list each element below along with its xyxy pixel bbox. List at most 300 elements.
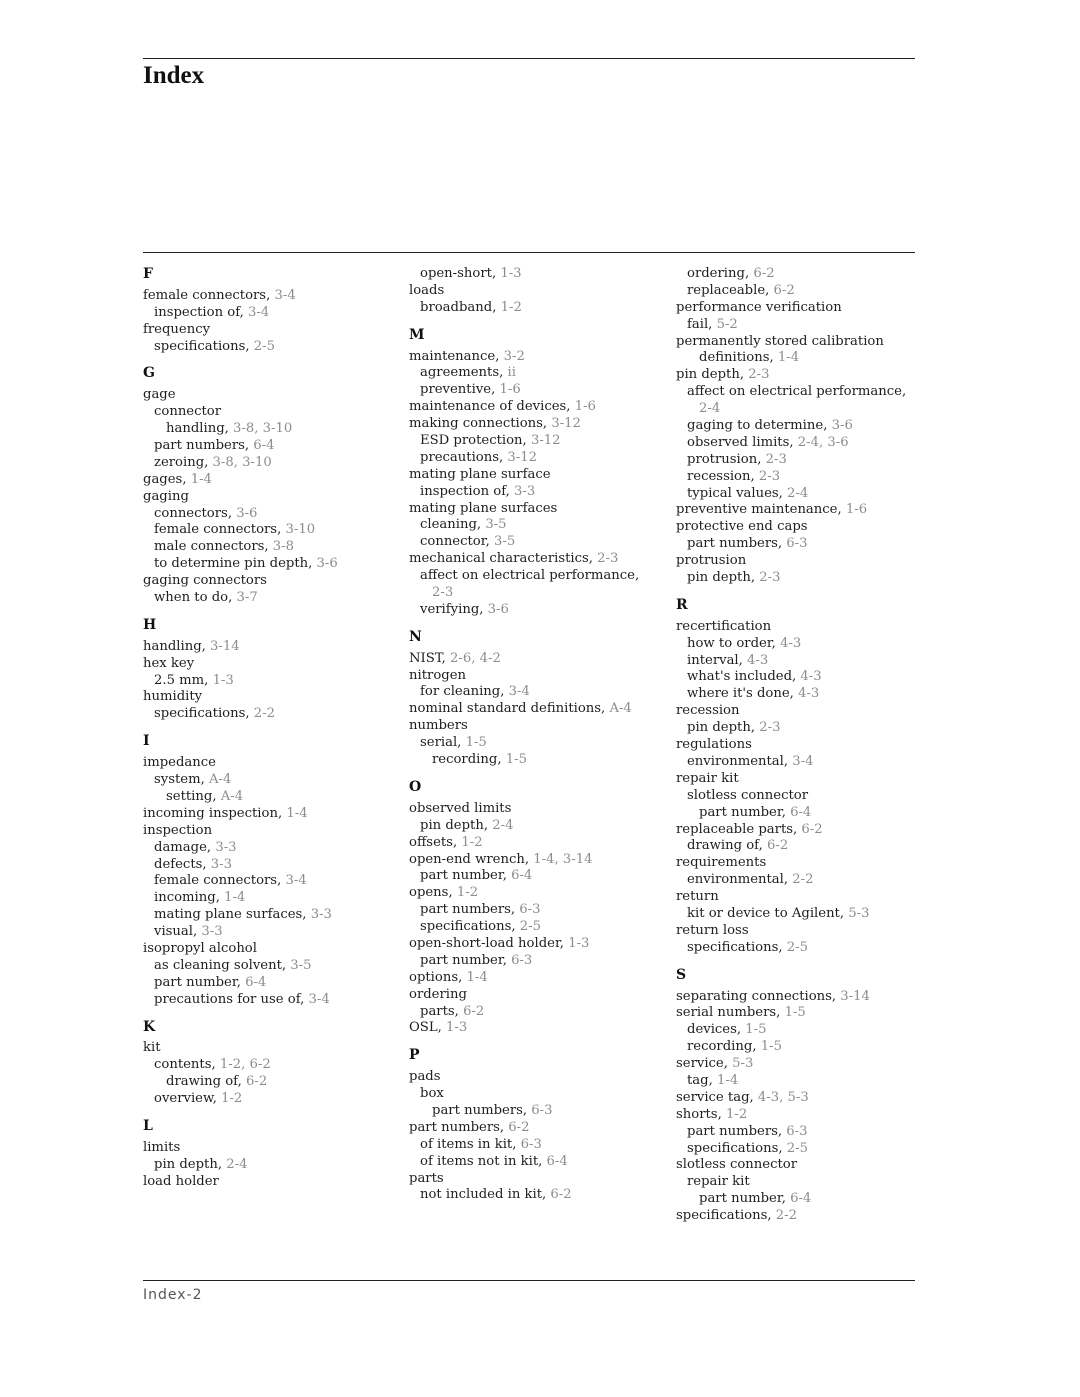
index-term: of items in kit,	[420, 1136, 521, 1152]
page-reference: 3-6	[316, 556, 338, 572]
index-term: agreements,	[420, 365, 508, 381]
page-reference: 2-2	[792, 872, 814, 888]
index-entry	[143, 789, 393, 806]
index-term: options,	[409, 969, 467, 985]
index-term: precautions,	[420, 449, 508, 465]
index-entry	[676, 636, 926, 653]
index-term: mating plane surface	[409, 466, 551, 482]
index-letter-heading: P	[409, 1047, 420, 1064]
index-term: environmental,	[687, 872, 793, 888]
index-term: parts	[409, 1170, 444, 1186]
section-rule	[143, 252, 915, 253]
index-column-3	[676, 266, 926, 1225]
page-reference: 6-2	[766, 838, 789, 854]
page-reference: 2-4	[492, 817, 514, 833]
index-term: nominal standard definitions,	[409, 701, 610, 717]
page-reference: 6-3	[786, 536, 808, 552]
index-term: open-short,	[420, 266, 501, 281]
index-term: protective end caps	[676, 519, 808, 535]
index-term: loads	[409, 282, 445, 298]
index-column-1	[143, 266, 393, 1191]
index-entry	[676, 906, 926, 923]
index-term: part number,	[420, 868, 512, 884]
index-term: ESD protection,	[420, 433, 531, 449]
page-reference: 1-5	[745, 1022, 767, 1038]
index-entry	[409, 433, 659, 450]
index-term: environmental,	[687, 753, 793, 769]
index-entry	[409, 801, 659, 818]
index-term: replaceable parts,	[676, 821, 802, 837]
bottom-rule	[143, 1280, 915, 1281]
index-term: serial,	[420, 735, 466, 751]
index-term: protrusion	[676, 553, 747, 569]
index-letter-heading: G	[143, 365, 155, 382]
index-entry	[409, 382, 659, 399]
index-entry	[143, 404, 393, 421]
index-term: humidity	[143, 689, 203, 705]
index-term: ordering	[409, 986, 467, 1002]
index-letter-heading: S	[676, 966, 687, 983]
index-entry	[143, 907, 393, 924]
page-reference: 1-4, 3-14	[533, 851, 593, 867]
index-term: repair kit	[676, 770, 739, 786]
index-entry	[676, 1073, 926, 1090]
index-term: typical values,	[687, 485, 788, 501]
index-entry	[409, 551, 659, 568]
page-reference: 1-3	[212, 672, 234, 688]
index-term: part number,	[154, 974, 246, 990]
page-reference: 2-3	[748, 367, 770, 383]
index-term: kit	[143, 1040, 161, 1056]
index-term: connector,	[420, 534, 494, 550]
page-reference: 1-5	[760, 1039, 782, 1055]
index-entry	[409, 752, 659, 769]
page-reference: 2-4	[787, 485, 809, 501]
page-reference: 1-5	[465, 735, 487, 751]
page-reference: 6-4	[511, 868, 533, 884]
page-reference: 6-3	[531, 1102, 553, 1118]
index-entry	[409, 602, 659, 619]
index-term: return	[676, 889, 719, 905]
page-reference: 3-2	[503, 348, 525, 364]
index-entry	[409, 450, 659, 467]
index-term: slotless connector	[687, 787, 809, 803]
index-entry	[676, 283, 926, 300]
index-entry	[676, 653, 926, 670]
page-reference: 3-4	[508, 684, 530, 700]
index-term: maintenance of devices,	[409, 399, 575, 415]
index-term: inspection of,	[154, 304, 248, 320]
index-term: parts,	[420, 1003, 464, 1019]
page-reference: 6-2	[801, 821, 823, 837]
index-entry	[676, 989, 926, 1006]
page-reference: 3-4	[248, 304, 270, 320]
index-term: mechanical characteristics,	[409, 551, 598, 567]
index-term: part numbers,	[154, 438, 254, 454]
index-entry	[143, 288, 393, 305]
page-reference: 6-4	[546, 1153, 568, 1169]
index-term: recording,	[687, 1039, 761, 1055]
page-reference: 3-4	[792, 753, 814, 769]
index-entry	[143, 975, 393, 992]
index-entry	[143, 958, 393, 975]
index-term: NIST,	[409, 650, 451, 666]
page-reference: 3-12	[551, 416, 581, 432]
index-entry	[409, 668, 659, 685]
index-entry	[409, 399, 659, 416]
index-term: definitions,	[699, 350, 778, 366]
index-term: open-short-load holder,	[409, 935, 569, 951]
index-term: gaging	[143, 488, 189, 504]
index-entry	[143, 421, 393, 438]
index-entry	[409, 365, 659, 382]
page-reference: 1-2	[500, 299, 522, 315]
page-reference: 2-3	[759, 720, 781, 736]
page-reference: A-4	[609, 701, 632, 717]
index-term: part numbers,	[687, 1123, 787, 1139]
page-reference: 1-4	[286, 805, 308, 821]
index-entry	[143, 941, 393, 958]
index-term: handling,	[143, 638, 211, 654]
index-entry	[409, 852, 659, 869]
page-reference: 3-3	[215, 839, 237, 855]
index-term: gages,	[143, 471, 191, 487]
index-term: female connectors,	[154, 522, 286, 538]
index-entry	[143, 339, 393, 356]
index-entry	[676, 872, 926, 889]
index-term: specifications,	[154, 338, 254, 354]
index-entry	[676, 737, 926, 754]
index-entry	[143, 890, 393, 907]
index-entry	[143, 673, 393, 690]
index-entry	[143, 1174, 393, 1191]
page-reference: A-4	[208, 772, 232, 788]
index-term: box	[420, 1086, 444, 1102]
index-letter-heading: M	[409, 326, 425, 343]
index-term: nitrogen	[409, 667, 466, 683]
index-term: drawing of,	[687, 838, 767, 854]
index-entry	[409, 735, 659, 752]
index-entry	[143, 1091, 393, 1108]
page-reference: 5-3	[732, 1056, 754, 1072]
index-term: specifications,	[687, 939, 787, 955]
index-entry	[409, 1004, 659, 1021]
index-entry	[676, 686, 926, 703]
page-reference: 3-6	[236, 505, 258, 521]
index-term: opens,	[409, 885, 457, 901]
index-entry	[676, 619, 926, 636]
index-entry	[676, 401, 926, 418]
page-reference: 2-4	[699, 401, 721, 417]
index-term: pin depth,	[676, 367, 749, 383]
index-entry	[409, 300, 659, 317]
index-entry	[676, 367, 926, 384]
index-entry	[676, 334, 926, 351]
index-entry	[409, 651, 659, 668]
index-term: replaceable,	[687, 282, 774, 298]
index-term: recertification	[676, 618, 772, 634]
index-term: pads	[409, 1069, 441, 1085]
page-reference: 6-2	[550, 1187, 572, 1203]
page-reference: 3-3	[201, 924, 223, 940]
page-reference: 3-5	[485, 517, 507, 533]
index-term: limits	[143, 1139, 181, 1155]
index-entry	[676, 1022, 926, 1039]
page-reference: 6-3	[519, 902, 541, 918]
index-term: fail,	[687, 316, 717, 332]
index-term: not included in kit,	[420, 1187, 551, 1203]
page-reference: 1-4	[777, 350, 800, 366]
index-term: setting,	[166, 788, 221, 804]
index-term: defects,	[154, 856, 211, 872]
page-reference: 3-3	[210, 856, 233, 872]
index-entry	[143, 322, 393, 339]
index-term: numbers	[409, 718, 468, 734]
index-entry	[143, 489, 393, 506]
index-term: part numbers,	[420, 902, 520, 918]
page-reference: 3-7	[236, 590, 258, 606]
index-entry	[676, 469, 926, 486]
page-reference: 3-6	[831, 418, 853, 434]
index-entry	[409, 835, 659, 852]
index-entry	[409, 585, 659, 602]
index-entry	[676, 553, 926, 570]
index-entry	[676, 418, 926, 435]
index-letter-heading: H	[143, 616, 157, 633]
index-entry	[676, 536, 926, 553]
index-term: gaging to determine,	[687, 418, 832, 434]
index-entry	[676, 771, 926, 788]
index-entry	[676, 1157, 926, 1174]
index-term: of items not in kit,	[420, 1153, 547, 1169]
index-entry	[676, 1107, 926, 1124]
index-letter-heading: L	[143, 1117, 153, 1134]
index-entry	[143, 455, 393, 472]
page-reference: 1-6	[574, 399, 596, 415]
index-term: offsets,	[409, 834, 462, 850]
index-entry	[409, 1171, 659, 1188]
index-term: female connectors,	[154, 873, 286, 889]
index-term: affect on electrical performance,	[420, 568, 640, 584]
index-entry	[676, 720, 926, 737]
group-spacer	[676, 587, 926, 597]
page-reference: 2-5	[786, 939, 809, 955]
page-reference: 1-5	[505, 752, 527, 768]
index-term: female connectors,	[143, 287, 275, 303]
index-term: gage	[143, 387, 176, 403]
index-entry	[676, 923, 926, 940]
index-term: shorts,	[676, 1106, 726, 1122]
index-term: pin depth,	[687, 570, 760, 586]
page-reference: 2-3	[597, 551, 619, 567]
page-reference: 2-5	[253, 338, 276, 354]
index-entry	[409, 987, 659, 1004]
top-rule	[143, 58, 915, 59]
index-letter-heading: N	[409, 628, 422, 645]
page-reference: 6-4	[790, 1191, 812, 1207]
index-entry	[676, 266, 926, 283]
index-term: hex key	[143, 655, 195, 671]
index-entry	[409, 568, 659, 585]
index-entry	[676, 384, 926, 401]
page-reference: 1-4	[717, 1072, 739, 1088]
index-term: part numbers,	[409, 1119, 509, 1135]
group-spacer	[143, 1009, 393, 1019]
index-entry	[409, 1086, 659, 1103]
index-entry	[676, 570, 926, 587]
page-reference: 2-2	[775, 1208, 798, 1224]
page-reference: 1-2	[456, 885, 479, 901]
index-entry	[409, 684, 659, 701]
index-entry	[676, 502, 926, 519]
index-entry	[143, 539, 393, 556]
group-spacer	[143, 723, 393, 733]
page-reference: 1-4	[466, 969, 488, 985]
index-term: preventive,	[420, 382, 500, 398]
index-term: mating plane surfaces	[409, 500, 558, 516]
index-term: recession,	[687, 468, 759, 484]
page-reference: 2-4	[226, 1156, 248, 1172]
index-entry	[676, 838, 926, 855]
index-term: pin depth,	[687, 720, 760, 736]
index-entry	[143, 1074, 393, 1091]
page-reference: 1-3	[500, 266, 522, 281]
index-term: repair kit	[687, 1174, 750, 1190]
page-reference: 1-2	[725, 1106, 748, 1122]
index-term: kit or device to Agilent,	[687, 905, 849, 921]
index-entry	[409, 1020, 659, 1037]
page-reference: 6-2	[773, 282, 795, 298]
index-entry	[143, 924, 393, 941]
index-term: broadband,	[420, 299, 501, 315]
index-entry	[409, 868, 659, 885]
page-reference: 1-2, 6-2	[219, 1057, 271, 1073]
page-reference: 1-6	[499, 382, 521, 398]
index-entry	[143, 823, 393, 840]
index-entry	[409, 885, 659, 902]
page-reference: 1-6	[845, 502, 868, 518]
index-term: observed limits,	[687, 434, 798, 450]
index-entry	[143, 639, 393, 656]
index-term: specifications,	[687, 1140, 787, 1156]
index-term: contents,	[154, 1057, 220, 1073]
page-reference: 1-2	[221, 1091, 243, 1107]
index-entry	[676, 1174, 926, 1191]
index-term: serial numbers,	[676, 1005, 785, 1021]
index-term: as cleaning solvent,	[154, 957, 291, 973]
page-reference: 4-3	[798, 686, 820, 702]
index-term: mating plane surfaces,	[154, 907, 311, 923]
page-reference: 1-2	[461, 834, 483, 850]
index-entry	[409, 953, 659, 970]
index-term: inspection of,	[420, 483, 514, 499]
index-term: recording,	[432, 752, 506, 768]
index-term: specifications,	[676, 1208, 776, 1224]
group-spacer	[409, 1037, 659, 1047]
index-entry	[409, 701, 659, 718]
index-term: part number,	[420, 952, 512, 968]
index-entry	[409, 467, 659, 484]
index-entry	[676, 703, 926, 720]
index-term: how to order,	[687, 635, 781, 651]
index-term: impedance	[143, 755, 216, 771]
index-term: OSL,	[409, 1020, 446, 1036]
index-entry	[143, 873, 393, 890]
index-term: inspection	[143, 822, 213, 838]
index-term: regulations	[676, 737, 752, 753]
index-entry	[676, 1141, 926, 1158]
page-reference: 1-4	[224, 890, 246, 906]
index-term: open-end wrench,	[409, 851, 534, 867]
index-entry	[143, 305, 393, 322]
index-term: incoming inspection,	[143, 805, 287, 821]
page-reference: 3-10	[285, 522, 316, 538]
page-reference: 3-8, 3-10	[212, 454, 272, 470]
index-entry	[143, 573, 393, 590]
page-reference: 4-3	[780, 635, 802, 651]
index-entry	[676, 452, 926, 469]
group-spacer	[143, 607, 393, 617]
index-entry	[676, 1191, 926, 1208]
index-term: specifications,	[154, 706, 254, 722]
index-letter-heading: R	[676, 596, 688, 613]
index-entry	[143, 1057, 393, 1074]
page-reference: 3-5	[290, 957, 312, 973]
index-term: devices,	[687, 1022, 746, 1038]
index-term: cleaning,	[420, 517, 486, 533]
index-entry	[676, 300, 926, 317]
index-entry	[676, 1208, 926, 1225]
index-term: isopropyl alcohol	[143, 940, 257, 956]
index-entry	[143, 992, 393, 1009]
index-term: maintenance,	[409, 348, 504, 364]
index-term: requirements	[676, 855, 767, 871]
group-spacer	[409, 317, 659, 327]
index-entry	[676, 788, 926, 805]
index-entry	[409, 517, 659, 534]
index-entry	[143, 1140, 393, 1157]
page-reference: 1-3	[446, 1020, 468, 1036]
index-term: part number,	[699, 1191, 791, 1207]
index-term: where it's done,	[687, 686, 799, 702]
page-reference: 5-3	[848, 905, 870, 921]
index-term: part numbers,	[432, 1102, 532, 1118]
index-entry	[409, 1120, 659, 1137]
index-term: part numbers,	[687, 536, 787, 552]
index-entry	[409, 1154, 659, 1171]
index-term: pin depth,	[420, 817, 493, 833]
index-entry	[143, 522, 393, 539]
index-entry	[143, 438, 393, 455]
index-entry	[409, 534, 659, 551]
index-term: performance verification	[676, 299, 842, 315]
page-reference: 5-2	[716, 316, 738, 332]
index-term: preventive maintenance,	[676, 502, 846, 518]
index-entry	[676, 317, 926, 334]
index-term: what's included,	[687, 669, 801, 685]
index-entry	[409, 936, 659, 953]
group-spacer	[143, 1108, 393, 1118]
index-term: separating connections,	[676, 988, 841, 1004]
index-term: male connectors,	[154, 539, 273, 555]
page-footer: Index-2	[143, 1287, 203, 1303]
index-entry	[143, 1157, 393, 1174]
index-entry	[676, 889, 926, 906]
index-term: part number,	[699, 804, 791, 820]
index-entry	[143, 689, 393, 706]
index-term: interval,	[687, 652, 748, 668]
index-term: recession	[676, 703, 740, 719]
